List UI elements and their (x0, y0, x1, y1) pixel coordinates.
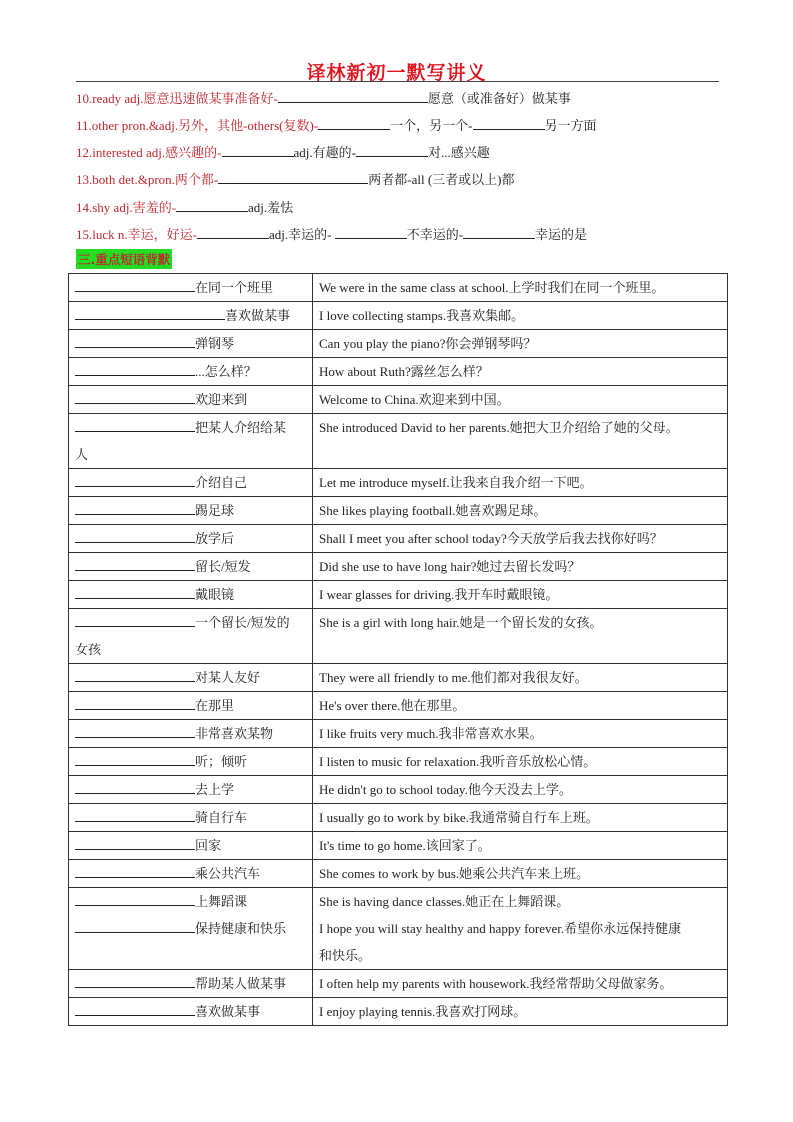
vocab-headword: shy adj.害羞的- (92, 200, 177, 215)
table-row (69, 720, 728, 748)
phrase-chinese-cell (69, 414, 313, 469)
table-row (69, 330, 728, 358)
vocab-item (76, 142, 490, 161)
fill-in-blank[interactable] (278, 90, 428, 103)
vocab-number: 13. (76, 172, 93, 187)
table-row (69, 664, 728, 692)
table-row (69, 832, 728, 860)
vocab-headword: other pron.&adj.另外，其他-others(复数)- (91, 118, 319, 133)
table-row (69, 998, 728, 1026)
fill-in-blank[interactable] (75, 391, 195, 404)
example-sentence-cell (313, 358, 728, 386)
phrase-chinese: 弹钢琴 (195, 336, 235, 351)
phrase-chinese-cell (69, 692, 313, 720)
example-sentence: I love collecting stamps.我喜欢集邮。 (319, 308, 525, 323)
example-sentence-cell (313, 832, 728, 860)
phrase-chinese-cell (69, 525, 313, 553)
example-sentence-cell (313, 888, 728, 970)
fill-in-blank[interactable] (197, 226, 269, 239)
table-row (69, 386, 728, 414)
example-sentence-cell (313, 553, 728, 581)
example-sentence: He's over there.他在那里。 (319, 698, 466, 713)
vocab-item (76, 88, 571, 107)
vocab-number: 10. (76, 91, 93, 106)
example-sentence: She comes to work by bus.她乘公共汽车来上班。 (319, 866, 590, 881)
example-sentence-cell (313, 414, 728, 469)
table-row (69, 358, 728, 386)
phrase-chinese-cell (69, 609, 313, 664)
fill-in-blank[interactable] (75, 363, 195, 376)
example-sentence-cell (313, 581, 728, 609)
phrase-chinese: 喜欢做某事 (225, 308, 291, 323)
vocab-item (76, 224, 587, 243)
fill-in-blank[interactable] (75, 530, 195, 543)
example-sentence-cell (313, 998, 728, 1026)
vocab-text: 另一方面 (544, 118, 597, 133)
fill-in-blank[interactable] (75, 697, 195, 710)
example-sentence: He didn't go to school today.他今天没去上学。 (319, 782, 572, 797)
phrase-chinese-cell (69, 832, 313, 860)
phrase-chinese: 回家 (195, 838, 222, 853)
table-row (69, 860, 728, 888)
example-sentence: She is a girl with long hair.她是一个留长发的女孩。 (319, 615, 603, 630)
example-sentence-cell (313, 469, 728, 497)
example-sentence: She is having dance classes.她正在上舞蹈课。 (319, 894, 570, 909)
example-sentence: She likes playing football.她喜欢踢足球。 (319, 503, 547, 518)
vocab-text: 一个，另一个- (390, 118, 473, 133)
phrase-chinese-cell (69, 581, 313, 609)
example-sentence: Can you play the piano?你会弹钢琴吗？ (319, 336, 537, 351)
phrase-chinese-cell (69, 274, 313, 302)
phrase-table (68, 273, 728, 1026)
example-sentence-cell (313, 748, 728, 776)
phrase-chinese: 戴眼镜 (195, 587, 235, 602)
vocab-text: adj.羞怯 (248, 200, 294, 215)
phrase-chinese: 在那里 (195, 698, 235, 713)
phrase-chinese-cell (69, 804, 313, 832)
table-row (69, 414, 728, 469)
example-sentence-cell (313, 330, 728, 358)
phrase-chinese-cell (69, 469, 313, 497)
vocab-text: adj.有趣的- (293, 145, 356, 160)
example-sentence: How about Ruth?露丝怎么样？ (319, 364, 489, 379)
example-sentence-cell (313, 609, 728, 664)
phrase-chinese-wrap: 女孩 (75, 642, 102, 657)
example-sentence: We were in the same class at school.上学时我们在同一个班里。 (319, 280, 665, 295)
vocab-headword: luck n.幸运，好运- (92, 227, 197, 242)
fill-in-blank[interactable] (75, 669, 195, 682)
example-sentence: I wear glasses for driving.我开车时戴眼镜。 (319, 587, 559, 602)
fill-in-blank[interactable] (222, 144, 294, 157)
phrase-chinese: 乘公共汽车 (195, 866, 261, 881)
example-sentence: I listen to music for relaxation.我听音乐放松心情。 (319, 754, 597, 769)
vocab-number: 11. (76, 118, 92, 133)
vocab-headword: ready adj.愿意迅速做某事准备好- (92, 91, 278, 106)
vocab-item (76, 197, 293, 216)
fill-in-blank[interactable] (75, 474, 195, 487)
example-sentence-cell (313, 860, 728, 888)
phrase-chinese: 骑自行车 (195, 810, 248, 825)
table-row (69, 609, 728, 664)
phrase-chinese: 一个留长/短发的 (195, 615, 290, 630)
title-divider (76, 81, 719, 82)
example-sentence-cell (313, 386, 728, 414)
example-sentence: I enjoy playing tennis.我喜欢打网球。 (319, 1004, 527, 1019)
phrase-chinese: 把某人介绍给某 (195, 420, 287, 435)
phrase-chinese: 去上学 (195, 782, 235, 797)
phrase-chinese-cell (69, 720, 313, 748)
phrase-chinese: 保持健康和快乐 (195, 921, 287, 936)
phrase-chinese: 留长/短发 (195, 559, 251, 574)
table-row (69, 692, 728, 720)
vocab-text: adj.幸运的- (268, 227, 335, 242)
fill-in-blank[interactable] (75, 614, 195, 627)
phrase-chinese-cell (69, 358, 313, 386)
example-sentence-cell (313, 970, 728, 998)
table-row (69, 302, 728, 330)
fill-in-blank[interactable] (75, 893, 195, 906)
fill-in-blank[interactable] (75, 781, 195, 794)
example-sentence: They were all friendly to me.他们都对我很友好。 (319, 670, 588, 685)
fill-in-blank[interactable] (75, 1003, 195, 1016)
fill-in-blank[interactable] (75, 558, 195, 571)
phrase-chinese-cell (69, 664, 313, 692)
vocab-text: 愿意（或准备好）做某事 (427, 91, 571, 106)
phrase-chinese: 踢足球 (195, 503, 235, 518)
vocab-text: 对...感兴趣 (427, 145, 490, 160)
phrase-chinese-cell (69, 970, 313, 998)
vocab-item (76, 115, 597, 134)
phrase-chinese: 帮助某人做某事 (195, 976, 287, 991)
phrase-chinese: ...怎么样？ (195, 364, 257, 379)
fill-in-blank[interactable] (176, 199, 248, 212)
fill-in-blank[interactable] (75, 753, 195, 766)
fill-in-blank[interactable] (75, 837, 195, 850)
example-sentence: It's time to go home.该回家了。 (319, 838, 491, 853)
example-sentence-cell (313, 274, 728, 302)
fill-in-blank[interactable] (75, 920, 195, 933)
phrase-chinese: 上舞蹈课 (195, 894, 248, 909)
phrase-chinese-cell (69, 302, 313, 330)
table-row (69, 497, 728, 525)
phrase-chinese: 在同一个班里 (195, 280, 274, 295)
fill-in-blank[interactable] (463, 226, 535, 239)
fill-in-blank[interactable] (356, 144, 428, 157)
table-row (69, 804, 728, 832)
example-sentence: Welcome to China.欢迎来到中国。 (319, 392, 510, 407)
fill-in-blank[interactable] (318, 117, 390, 130)
fill-in-blank[interactable] (75, 975, 195, 988)
vocab-number: 14. (76, 200, 93, 215)
phrase-chinese: 喜欢做某事 (195, 1004, 261, 1019)
phrase-chinese-cell (69, 998, 313, 1026)
fill-in-blank[interactable] (75, 809, 195, 822)
table-row (69, 776, 728, 804)
example-sentence: 和快乐。 (319, 948, 372, 963)
phrase-chinese: 非常喜欢某物 (195, 726, 274, 741)
phrase-chinese-cell (69, 386, 313, 414)
phrase-chinese-cell (69, 553, 313, 581)
example-sentence: Let me introduce myself.让我来自我介绍一下吧。 (319, 475, 593, 490)
fill-in-blank[interactable] (75, 725, 195, 738)
table-row (69, 274, 728, 302)
fill-in-blank[interactable] (335, 226, 407, 239)
example-sentence-cell (313, 302, 728, 330)
vocab-number: 15. (76, 227, 93, 242)
example-sentence-cell (313, 776, 728, 804)
phrase-chinese-cell (69, 748, 313, 776)
table-row (69, 970, 728, 998)
phrase-chinese: 听；倾听 (195, 754, 248, 769)
example-sentence-cell (313, 692, 728, 720)
example-sentence: She introduced David to her parents.她把大卫介绍给了她的父母。 (319, 420, 679, 435)
example-sentence-cell (313, 664, 728, 692)
fill-in-blank[interactable] (75, 865, 195, 878)
phrase-chinese-cell (69, 888, 313, 970)
vocab-text: 幸运的是 (535, 227, 588, 242)
example-sentence: I hope you will stay healthy and happy forever.希望你永远保持健康 (319, 921, 682, 936)
fill-in-blank[interactable] (75, 502, 195, 515)
fill-in-blank[interactable] (473, 117, 545, 130)
table-row (69, 525, 728, 553)
example-sentence-cell (313, 720, 728, 748)
phrase-chinese-cell (69, 776, 313, 804)
example-sentence: Shall I meet you after school today?今天放学后我去找你好吗？ (319, 531, 663, 546)
fill-in-blank[interactable] (75, 335, 195, 348)
phrase-chinese-cell (69, 497, 313, 525)
vocab-headword: both det.&pron.两个都- (92, 172, 219, 187)
table-row (69, 888, 728, 970)
phrase-chinese: 放学后 (195, 531, 235, 546)
table-row (69, 469, 728, 497)
example-sentence-cell (313, 804, 728, 832)
page-title: 译林新初一默写讲义 (306, 62, 487, 84)
phrase-chinese: 欢迎来到 (195, 392, 248, 407)
example-sentence-cell (313, 525, 728, 553)
phrase-chinese-wrap: 人 (75, 447, 89, 462)
fill-in-blank[interactable] (218, 171, 368, 184)
vocab-item (76, 169, 515, 188)
fill-in-blank[interactable] (75, 586, 195, 599)
phrase-chinese: 介绍自己 (195, 475, 248, 490)
vocab-text: 不幸运的- (406, 227, 464, 242)
example-sentence: I like fruits very much.我非常喜欢水果。 (319, 726, 543, 741)
vocab-number: 12. (76, 145, 93, 160)
example-sentence-cell (313, 497, 728, 525)
phrase-chinese-cell (69, 330, 313, 358)
table-row (69, 553, 728, 581)
phrase-chinese-cell (69, 860, 313, 888)
section-heading: 三.重点短语背默 (76, 249, 172, 269)
vocab-headword: interested adj.感兴趣的- (92, 145, 222, 160)
fill-in-blank[interactable] (75, 307, 225, 320)
table-row (69, 581, 728, 609)
vocab-text: 两者都-all (三者或以上)都 (368, 172, 515, 187)
example-sentence: I usually go to work by bike.我通常骑自行车上班。 (319, 810, 599, 825)
fill-in-blank[interactable] (75, 279, 195, 292)
example-sentence: Did she use to have long hair?她过去留长发吗？ (319, 559, 581, 574)
table-row (69, 748, 728, 776)
example-sentence: I often help my parents with housework.我经常帮助父母做家务。 (319, 976, 673, 991)
fill-in-blank[interactable] (75, 419, 195, 432)
phrase-chinese: 对某人友好 (195, 670, 261, 685)
